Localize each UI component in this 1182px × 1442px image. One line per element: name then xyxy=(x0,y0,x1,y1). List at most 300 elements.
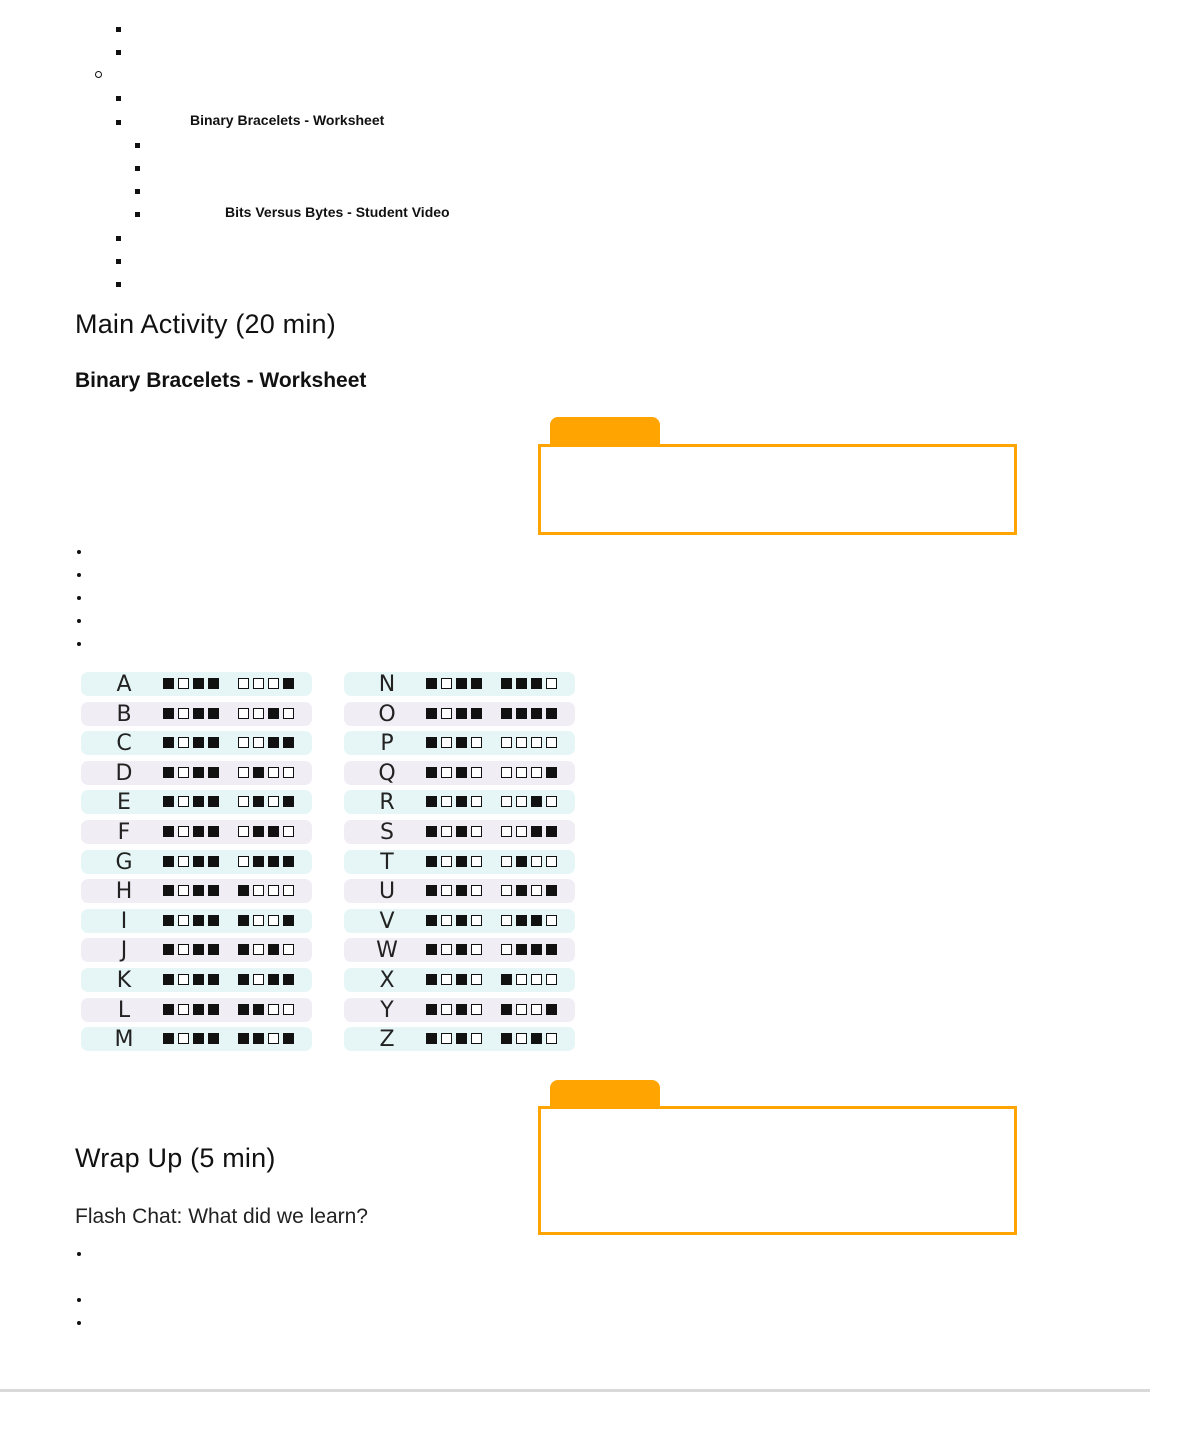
filled-square-bit xyxy=(193,944,204,955)
filled-square-bit xyxy=(253,767,264,778)
bullet xyxy=(116,96,121,101)
empty-square-bit xyxy=(516,737,527,748)
bullet xyxy=(135,212,140,217)
cipher-row xyxy=(344,850,575,874)
empty-square-bit xyxy=(531,885,542,896)
bullet xyxy=(135,166,140,171)
empty-square-bit xyxy=(238,856,249,867)
bit-group xyxy=(163,678,219,692)
filled-square-bit xyxy=(268,974,279,985)
filled-square-bit xyxy=(208,796,219,807)
bit-group xyxy=(163,1033,219,1047)
cipher-letter: O xyxy=(378,701,396,727)
bit-group xyxy=(238,826,294,840)
filled-square-bit xyxy=(456,796,467,807)
filled-square-bit xyxy=(163,1004,174,1015)
filled-square-bit xyxy=(208,678,219,689)
empty-square-bit xyxy=(471,974,482,985)
worksheet-link[interactable]: Binary Bracelets - Worksheet xyxy=(190,112,385,128)
filled-square-bit xyxy=(501,1004,512,1015)
cipher-letter: W xyxy=(376,938,398,964)
bullet xyxy=(77,1252,81,1256)
bit-group xyxy=(163,915,219,929)
video-link[interactable]: Bits Versus Bytes - Student Video xyxy=(225,204,450,220)
bit-group xyxy=(426,767,482,781)
empty-square-bit xyxy=(283,944,294,955)
bullet xyxy=(77,596,81,600)
cipher-row xyxy=(81,968,312,992)
bit-group xyxy=(501,767,557,781)
bit-group xyxy=(501,1033,557,1047)
empty-square-bit xyxy=(253,708,264,719)
filled-square-bit xyxy=(426,737,437,748)
empty-square-bit xyxy=(238,826,249,837)
bit-group xyxy=(501,944,557,958)
bit-group xyxy=(163,737,219,751)
bit-group xyxy=(238,856,294,870)
filled-square-bit xyxy=(163,826,174,837)
bit-group xyxy=(426,1004,482,1018)
filled-square-bit xyxy=(283,974,294,985)
bit-group xyxy=(238,796,294,810)
filled-square-bit xyxy=(163,885,174,896)
filled-square-bit xyxy=(426,826,437,837)
empty-square-bit xyxy=(531,767,542,778)
cipher-letter: R xyxy=(379,790,395,816)
cipher-letter: H xyxy=(115,879,133,905)
bit-group xyxy=(163,856,219,870)
cipher-letter: I xyxy=(120,908,128,934)
filled-square-bit xyxy=(163,915,174,926)
bullet xyxy=(77,550,81,554)
empty-square-bit xyxy=(531,1004,542,1015)
cipher-letter: J xyxy=(120,938,128,964)
bit-group xyxy=(501,1004,557,1018)
bit-group xyxy=(426,974,482,988)
filled-square-bit xyxy=(426,915,437,926)
empty-square-bit xyxy=(546,856,557,867)
filled-square-bit xyxy=(163,856,174,867)
filled-square-bit xyxy=(546,708,557,719)
filled-square-bit xyxy=(208,767,219,778)
filled-square-bit xyxy=(456,1004,467,1015)
bit-group xyxy=(426,678,482,692)
empty-square-bit xyxy=(441,1004,452,1015)
cipher-letter: D xyxy=(115,760,133,786)
cipher-letter: P xyxy=(380,731,394,757)
cipher-row xyxy=(344,879,575,903)
filled-square-bit xyxy=(456,708,467,719)
empty-square-bit xyxy=(441,708,452,719)
bit-group xyxy=(426,915,482,929)
empty-square-bit xyxy=(283,708,294,719)
bullet xyxy=(77,1321,81,1325)
empty-square-bit xyxy=(531,856,542,867)
empty-square-bit xyxy=(253,678,264,689)
filled-square-bit xyxy=(531,944,542,955)
filled-square-bit xyxy=(208,885,219,896)
bit-group xyxy=(426,737,482,751)
bit-group xyxy=(426,826,482,840)
bit-group xyxy=(426,796,482,810)
empty-square-bit xyxy=(178,796,189,807)
empty-square-bit xyxy=(546,1033,557,1044)
filled-square-bit xyxy=(426,856,437,867)
bit-group xyxy=(501,856,557,870)
filled-square-bit xyxy=(516,885,527,896)
empty-square-bit xyxy=(178,826,189,837)
cipher-row xyxy=(344,761,575,785)
filled-square-bit xyxy=(283,796,294,807)
cipher-row xyxy=(81,790,312,814)
bit-group xyxy=(238,974,294,988)
filled-square-bit xyxy=(501,1033,512,1044)
empty-square-bit xyxy=(441,767,452,778)
filled-square-bit xyxy=(516,944,527,955)
empty-square-bit xyxy=(283,767,294,778)
filled-square-bit xyxy=(163,737,174,748)
filled-square-bit xyxy=(208,708,219,719)
empty-square-bit xyxy=(471,796,482,807)
empty-square-bit xyxy=(516,974,527,985)
callout-box xyxy=(538,444,1017,535)
cipher-letter: A xyxy=(116,672,132,697)
filled-square-bit xyxy=(208,826,219,837)
bit-group xyxy=(501,974,557,988)
cipher-row xyxy=(344,1027,575,1051)
empty-square-bit xyxy=(471,1004,482,1015)
cipher-letter: S xyxy=(380,820,394,845)
bullet xyxy=(116,120,121,125)
empty-square-bit xyxy=(471,944,482,955)
bullet xyxy=(116,50,121,55)
worksheet-heading: Binary Bracelets - Worksheet xyxy=(75,369,367,392)
cipher-letter: M xyxy=(114,1027,134,1053)
bit-group xyxy=(426,856,482,870)
cipher-row xyxy=(81,672,312,696)
bit-group xyxy=(163,708,219,722)
empty-square-bit xyxy=(531,974,542,985)
bullet xyxy=(116,259,121,264)
filled-square-bit xyxy=(546,1004,557,1015)
callout-tab xyxy=(550,417,660,447)
filled-square-bit xyxy=(516,678,527,689)
empty-square-bit xyxy=(253,974,264,985)
cipher-row xyxy=(344,968,575,992)
bit-group xyxy=(163,796,219,810)
cipher-letter: X xyxy=(379,968,395,993)
filled-square-bit xyxy=(456,856,467,867)
filled-square-bit xyxy=(238,1004,249,1015)
empty-square-bit xyxy=(238,767,249,778)
empty-square-bit xyxy=(531,737,542,748)
filled-square-bit xyxy=(546,885,557,896)
empty-square-bit xyxy=(516,767,527,778)
cipher-row xyxy=(81,761,312,785)
filled-square-bit xyxy=(531,796,542,807)
filled-square-bit xyxy=(456,737,467,748)
empty-square-bit xyxy=(516,1033,527,1044)
filled-square-bit xyxy=(546,826,557,837)
filled-square-bit xyxy=(208,856,219,867)
empty-square-bit xyxy=(253,915,264,926)
empty-square-bit xyxy=(178,856,189,867)
empty-square-bit xyxy=(283,1004,294,1015)
filled-square-bit xyxy=(268,826,279,837)
footer-divider xyxy=(0,1389,1150,1392)
filled-square-bit xyxy=(193,1033,204,1044)
cipher-letter: B xyxy=(116,701,132,727)
filled-square-bit xyxy=(283,856,294,867)
filled-square-bit xyxy=(426,767,437,778)
filled-square-bit xyxy=(283,1033,294,1044)
filled-square-bit xyxy=(531,1033,542,1044)
filled-square-bit xyxy=(253,856,264,867)
empty-square-bit xyxy=(268,1033,279,1044)
empty-square-bit xyxy=(178,1033,189,1044)
bit-group xyxy=(501,885,557,899)
bit-group xyxy=(238,708,294,722)
empty-square-bit xyxy=(238,737,249,748)
filled-square-bit xyxy=(208,737,219,748)
bullet xyxy=(116,282,121,287)
cipher-letter: T xyxy=(380,849,394,875)
empty-square-bit xyxy=(441,856,452,867)
filled-square-bit xyxy=(283,737,294,748)
filled-square-bit xyxy=(516,856,527,867)
filled-square-bit xyxy=(193,767,204,778)
filled-square-bit xyxy=(426,944,437,955)
cipher-row xyxy=(81,909,312,933)
filled-square-bit xyxy=(531,678,542,689)
filled-square-bit xyxy=(426,678,437,689)
filled-square-bit xyxy=(501,974,512,985)
empty-square-bit xyxy=(471,885,482,896)
cipher-letter: N xyxy=(378,672,396,697)
cipher-row xyxy=(81,850,312,874)
empty-square-bit xyxy=(516,1004,527,1015)
bit-group xyxy=(238,885,294,899)
filled-square-bit xyxy=(516,708,527,719)
cipher-letter: F xyxy=(117,820,131,845)
filled-square-bit xyxy=(193,974,204,985)
bullet xyxy=(116,236,121,241)
empty-square-bit xyxy=(178,885,189,896)
filled-square-bit xyxy=(471,708,482,719)
cipher-row xyxy=(344,938,575,962)
empty-square-bit xyxy=(178,1004,189,1015)
empty-square-bit xyxy=(178,944,189,955)
empty-square-bit xyxy=(268,767,279,778)
empty-square-bit xyxy=(238,708,249,719)
cipher-row xyxy=(81,998,312,1022)
empty-square-bit xyxy=(546,915,557,926)
bit-group xyxy=(163,767,219,781)
filled-square-bit xyxy=(208,974,219,985)
empty-square-bit xyxy=(283,885,294,896)
bit-group xyxy=(501,708,557,722)
cipher-letter: C xyxy=(116,731,132,757)
bit-group xyxy=(501,737,557,751)
cipher-row xyxy=(81,938,312,962)
cipher-letter: E xyxy=(117,790,131,816)
bit-group xyxy=(426,885,482,899)
filled-square-bit xyxy=(426,796,437,807)
empty-square-bit xyxy=(501,737,512,748)
filled-square-bit xyxy=(238,944,249,955)
empty-square-bit xyxy=(178,974,189,985)
empty-square-bit xyxy=(238,678,249,689)
cipher-row xyxy=(344,820,575,844)
bullet xyxy=(77,619,81,623)
bit-group xyxy=(426,708,482,722)
bit-group xyxy=(501,915,557,929)
filled-square-bit xyxy=(253,1033,264,1044)
filled-square-bit xyxy=(426,1033,437,1044)
filled-square-bit xyxy=(268,708,279,719)
bit-group xyxy=(238,1004,294,1018)
empty-square-bit xyxy=(471,1033,482,1044)
empty-square-bit xyxy=(268,678,279,689)
filled-square-bit xyxy=(193,826,204,837)
bit-group xyxy=(501,796,557,810)
filled-square-bit xyxy=(471,678,482,689)
filled-square-bit xyxy=(208,1033,219,1044)
filled-square-bit xyxy=(268,737,279,748)
empty-square-bit xyxy=(441,915,452,926)
empty-square-bit xyxy=(501,944,512,955)
empty-square-bit xyxy=(501,796,512,807)
filled-square-bit xyxy=(193,708,204,719)
empty-square-bit xyxy=(441,974,452,985)
empty-square-bit xyxy=(441,826,452,837)
cipher-row xyxy=(344,998,575,1022)
filled-square-bit xyxy=(268,856,279,867)
empty-square-bit xyxy=(178,737,189,748)
empty-square-bit xyxy=(441,796,452,807)
filled-square-bit xyxy=(238,915,249,926)
filled-square-bit xyxy=(531,708,542,719)
filled-square-bit xyxy=(238,1033,249,1044)
cipher-letter: L xyxy=(117,997,131,1023)
empty-square-bit xyxy=(268,885,279,896)
filled-square-bit xyxy=(456,826,467,837)
cipher-row xyxy=(81,731,312,755)
filled-square-bit xyxy=(163,944,174,955)
empty-square-bit xyxy=(238,796,249,807)
filled-square-bit xyxy=(193,1004,204,1015)
empty-square-bit xyxy=(253,737,264,748)
cipher-letter: V xyxy=(379,908,395,934)
filled-square-bit xyxy=(456,885,467,896)
empty-square-bit xyxy=(471,767,482,778)
cipher-letter: Y xyxy=(380,997,394,1023)
filled-square-bit xyxy=(193,856,204,867)
cipher-row xyxy=(344,909,575,933)
filled-square-bit xyxy=(456,974,467,985)
bit-group xyxy=(163,826,219,840)
filled-square-bit xyxy=(208,1004,219,1015)
filled-square-bit xyxy=(456,944,467,955)
empty-square-bit xyxy=(441,944,452,955)
filled-square-bit xyxy=(238,885,249,896)
cipher-row xyxy=(344,702,575,726)
bullet xyxy=(135,143,140,148)
bit-group xyxy=(238,678,294,692)
empty-square-bit xyxy=(268,796,279,807)
filled-square-bit xyxy=(208,944,219,955)
filled-square-bit xyxy=(283,678,294,689)
bullet xyxy=(95,71,102,78)
cipher-row xyxy=(344,790,575,814)
filled-square-bit xyxy=(531,915,542,926)
filled-square-bit xyxy=(456,767,467,778)
cipher-row xyxy=(81,1027,312,1051)
filled-square-bit xyxy=(193,796,204,807)
bit-group xyxy=(426,1033,482,1047)
filled-square-bit xyxy=(193,885,204,896)
filled-square-bit xyxy=(253,1004,264,1015)
filled-square-bit xyxy=(163,1033,174,1044)
filled-square-bit xyxy=(426,708,437,719)
empty-square-bit xyxy=(283,826,294,837)
cipher-row xyxy=(344,731,575,755)
bullet xyxy=(135,189,140,194)
bit-group xyxy=(426,944,482,958)
filled-square-bit xyxy=(193,915,204,926)
filled-square-bit xyxy=(426,974,437,985)
bullet xyxy=(77,573,81,577)
empty-square-bit xyxy=(501,856,512,867)
cipher-letter: Q xyxy=(378,760,396,786)
bit-group xyxy=(163,885,219,899)
cipher-row xyxy=(81,879,312,903)
wrap-up-heading: Wrap Up (5 min) xyxy=(75,1143,276,1173)
filled-square-bit xyxy=(501,708,512,719)
cipher-letter: G xyxy=(115,849,133,875)
empty-square-bit xyxy=(501,885,512,896)
cipher-letter: Z xyxy=(379,1027,395,1053)
filled-square-bit xyxy=(546,767,557,778)
filled-square-bit xyxy=(283,915,294,926)
filled-square-bit xyxy=(456,1033,467,1044)
empty-square-bit xyxy=(501,767,512,778)
bit-group xyxy=(501,678,557,692)
bullet xyxy=(116,27,121,32)
empty-square-bit xyxy=(516,826,527,837)
filled-square-bit xyxy=(516,915,527,926)
empty-square-bit xyxy=(501,826,512,837)
empty-square-bit xyxy=(178,708,189,719)
main-activity-heading: Main Activity (20 min) xyxy=(75,309,336,339)
filled-square-bit xyxy=(456,915,467,926)
empty-square-bit xyxy=(546,974,557,985)
filled-square-bit xyxy=(456,678,467,689)
bit-group xyxy=(163,1004,219,1018)
filled-square-bit xyxy=(426,1004,437,1015)
bit-group xyxy=(163,944,219,958)
cipher-row xyxy=(81,702,312,726)
empty-square-bit xyxy=(253,944,264,955)
filled-square-bit xyxy=(426,885,437,896)
empty-square-bit xyxy=(471,856,482,867)
callout-box xyxy=(538,1106,1017,1235)
bit-group xyxy=(501,826,557,840)
empty-square-bit xyxy=(516,796,527,807)
empty-square-bit xyxy=(178,678,189,689)
empty-square-bit xyxy=(501,915,512,926)
bit-group xyxy=(238,737,294,751)
